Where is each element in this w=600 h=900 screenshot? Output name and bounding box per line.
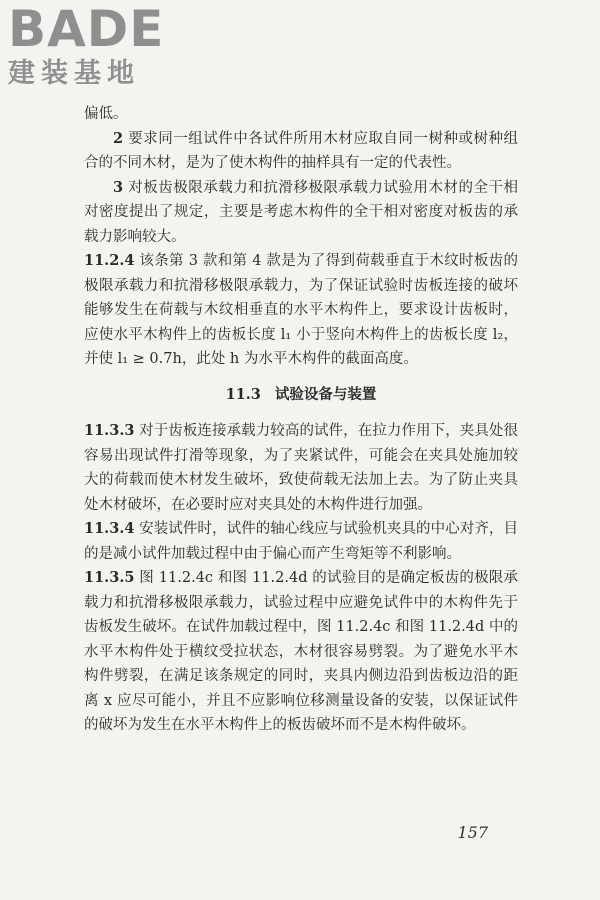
item-number: 2 xyxy=(113,129,124,147)
clause-text: 对于齿板连接承载力较高的试件，在拉力作用下，夹具处很容易出现试件打滑等现象，为了夹紧试件，可能会在夹具处施加较大的荷载而使木材发生破坏，致使荷载无法加上去。为了防止夹具处木材破坏，在必要时应对夹具处的木构件进行加强。 xyxy=(84,423,518,513)
brand-logo xyxy=(8,0,165,90)
clause-11-2-4 xyxy=(84,249,518,372)
clause-11-3-4 xyxy=(84,517,518,566)
logo-subtitle: 建装基地 xyxy=(8,58,140,89)
clause-number: 11.2.4 xyxy=(84,252,135,269)
section-title: 试验设备与装置 xyxy=(274,385,377,403)
page-number: 157 xyxy=(457,823,488,842)
item-number: 3 xyxy=(113,178,124,196)
clause-text: 该条第 3 款和第 4 款是为了得到荷载垂直于木纹时板齿的极限承载力和抗滑移极限承载力，为了保证试验时齿板连接的破坏能够发生在荷载与木纹相垂直的水平木构件上，要求设计齿板时，应使水平木构件上的齿板长度 l₁ 小于竖向木构件上的齿板长度 l₂，并使 l₁ ≥ 0.7h，此处 h 为水平木构件的截面高度。 xyxy=(84,253,518,367)
paragraph-item-2 xyxy=(84,127,518,176)
paragraph-text: 要求同一组试件中各试件所用木材应取自同一树种或树种组合的不同木材，是为了使木构件的抽样具有一定的代表性。 xyxy=(84,130,518,171)
clause-text: 安装试件时，试件的轴心线应与试验机夹具的中心对齐，目的是减小试件加载过程中由于偏心而产生弯矩等不利影响。 xyxy=(84,521,518,562)
logo-brand-text: BADE xyxy=(8,0,165,58)
paragraph-text: 对板齿极限承载力和抗滑移极限承载力试验用木材的全干相对密度提出了规定，主要是考虑木构件的全干相对密度对板齿的承载力影响较大。 xyxy=(84,179,518,245)
paragraph-continuation: 偏低。 xyxy=(84,106,128,122)
clause-number: 11.3.5 xyxy=(84,569,135,586)
clause-11-3-5 xyxy=(84,566,518,738)
paragraph-item-3 xyxy=(84,176,518,250)
clause-number: 11.3.3 xyxy=(84,422,135,439)
clause-number: 11.3.4 xyxy=(84,520,135,537)
section-heading xyxy=(84,383,518,408)
section-number: 11.3 xyxy=(225,385,261,403)
document-body xyxy=(84,102,518,738)
clause-11-3-3 xyxy=(84,419,518,517)
clause-text: 图 11.2.4c 和图 11.2.4d 的试验目的是确定板齿的极限承载力和抗滑移极限承载力，试验过程中应避免试件中的木构件先于齿板发生破坏。在试件加载过程中，图 11.2.4c 和图 11.2.4d 中的水平木构件处于横纹受拉状态，木材很容易劈裂。为了避免水平木构件劈裂，在满足该条规定的同时，夹具内侧边沿到齿板边沿的距离 x 应尽可能小，并且不应影响位移测量设备的安装，以保证试件的破坏为发生在水平木构件上的板齿破坏而不是木构件破坏。 xyxy=(84,570,518,733)
